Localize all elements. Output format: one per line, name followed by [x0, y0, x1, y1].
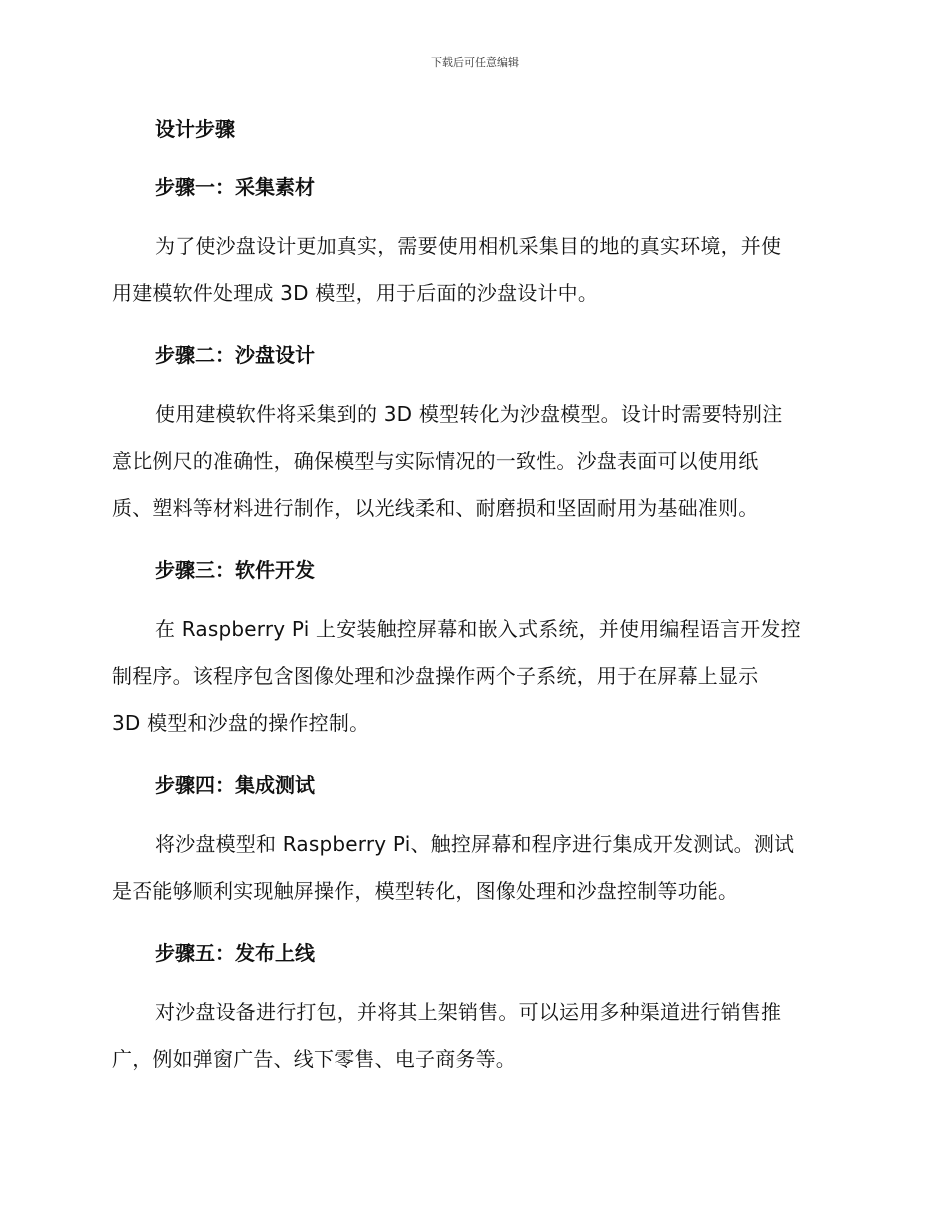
- section-paragraph-step-4: [112, 821, 836, 915]
- section-paragraph-step-5: [112, 989, 836, 1083]
- section-heading-step-1: 步骤一：采集素材: [155, 175, 315, 199]
- paragraph-line: 对沙盘设备进行打包，并将其上架销售。可以运用多种渠道进行销售推: [155, 1000, 782, 1024]
- document-body: [112, 108, 836, 1100]
- paragraph-line: 在 Raspberry Pi 上安装触控屏幕和嵌入式系统，并使用编程语言开发控: [155, 617, 801, 641]
- section-heading-step-2: 步骤二：沙盘设计: [155, 343, 315, 367]
- section-paragraph-step-1: [112, 223, 836, 317]
- paragraph-line: 制程序。该程序包含图像处理和沙盘操作两个子系统，用于在屏幕上显示: [112, 664, 759, 688]
- paragraph-line: 使用建模软件将采集到的 3D 模型转化为沙盘模型。设计时需要特别注: [155, 402, 783, 426]
- section-heading-step-3: 步骤三：软件开发: [155, 558, 315, 582]
- section-paragraph-step-2: [112, 391, 836, 532]
- section-heading-step-5: 步骤五：发布上线: [155, 941, 315, 965]
- document-title: 设计步骤: [155, 117, 235, 141]
- section-paragraph-step-3: [112, 606, 836, 747]
- paragraph-line: 是否能够顺利实现触屏操作，模型转化，图像处理和沙盘控制等功能。: [112, 879, 739, 903]
- paragraph-line: 为了使沙盘设计更加真实，需要使用相机采集目的地的真实环境，并使: [155, 234, 782, 258]
- page-header-note: 下载后可任意编辑: [431, 56, 519, 69]
- section-heading-step-4: 步骤四：集成测试: [155, 773, 315, 797]
- paragraph-line: 广，例如弹窗广告、线下零售、电子商务等。: [112, 1047, 516, 1071]
- paragraph-line: 意比例尺的准确性，确保模型与实际情况的一致性。沙盘表面可以使用纸: [112, 449, 759, 473]
- paragraph-line: 用建模软件处理成 3D 模型，用于后面的沙盘设计中。: [112, 281, 599, 305]
- paragraph-line: 将沙盘模型和 Raspberry Pi、触控屏幕和程序进行集成开发测试。测试: [155, 832, 795, 856]
- paragraph-line: 3D 模型和沙盘的操作控制。: [112, 711, 370, 735]
- paragraph-line: 质、塑料等材料进行制作，以光线柔和、耐磨损和坚固耐用为基础准则。: [112, 496, 759, 520]
